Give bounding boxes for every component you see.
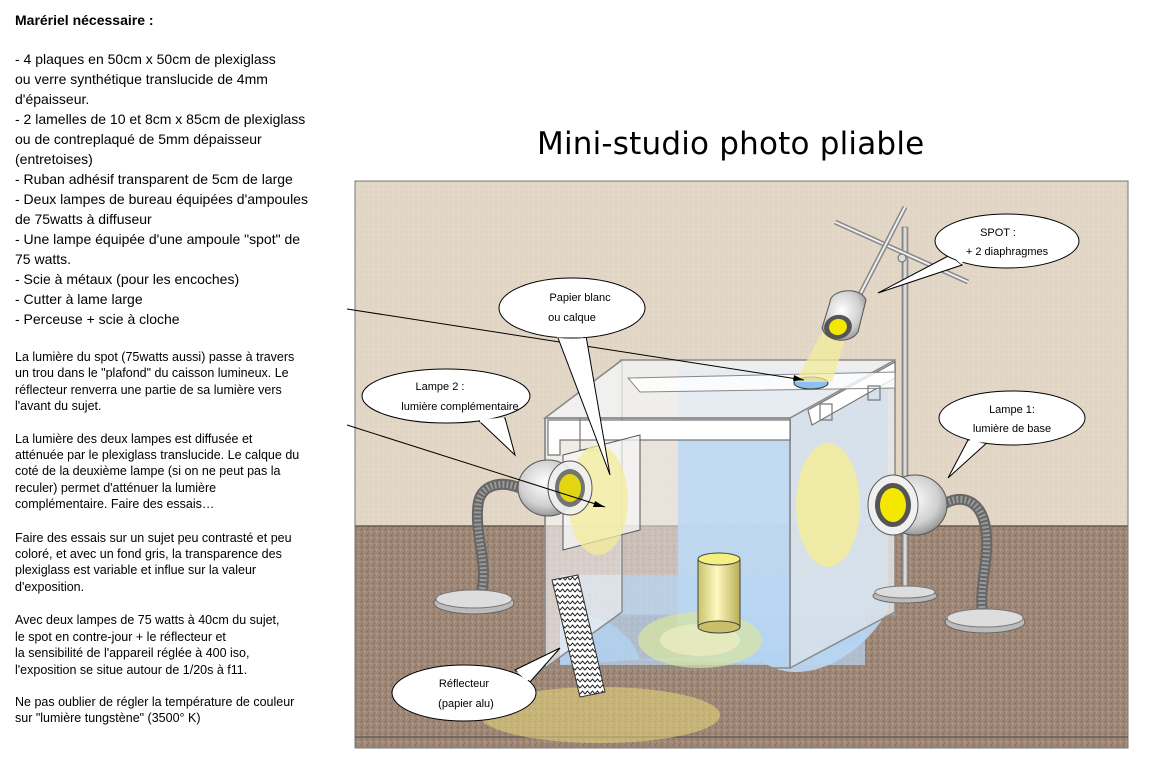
paragraph-line: Faire des essais sur un sujet peu contrasté et peu <box>15 530 292 545</box>
paragraph-line: atténuée par le plexiglass translucide. Le calque du <box>15 448 300 463</box>
callout-paper-line: Papier blanc <box>549 292 611 304</box>
callout-lamp1-line: Lampe 1: <box>989 404 1035 416</box>
lamp1-light-beam <box>796 443 860 567</box>
paragraph-line: La lumière du spot (75watts aussi) passe à travers <box>15 350 295 364</box>
callout-spot-line: SPOT : <box>980 227 1016 239</box>
paragraph-line: l'exposition se situe autour de 1/20s à f11. <box>15 662 248 677</box>
materials-line: (entretoises) <box>15 151 93 167</box>
callout-lamp2-line: lumière complémentaire <box>401 401 519 413</box>
paragraph-line: complémentaire. Faire des essais… <box>15 497 215 512</box>
materials-line: ou de contreplaqué de 5mm dépaisseur <box>15 131 262 147</box>
paragraph-line: la sensibilité de l'appareil réglée à 400 iso, <box>15 646 250 661</box>
materials-line: de 75watts à diffuseur <box>15 211 152 227</box>
paragraph-line: un trou dans le "plafond" du caisson lumineux. Le <box>15 366 289 381</box>
paragraph-line: d'exposition. <box>15 579 85 594</box>
materials-line: - Deux lampes de bureau équipées d'ampoules <box>15 191 308 207</box>
materials-line: - 4 plaques en 50cm x 50cm de plexiglass <box>15 51 276 67</box>
callout-reflector-line: Réflecteur <box>438 678 490 690</box>
paragraph-line: coté de la deuxième lampe (si on ne peut pas la <box>15 464 281 479</box>
paragraph-line: sur "lumière tungstène" (3500° K) <box>15 711 201 726</box>
materials-line: - Ruban adhésif transparent de 5cm de large <box>15 171 293 187</box>
materials-heading: Marériel nécessaire : <box>15 12 154 28</box>
callout-lamp2-line: Lampe 2 : <box>415 381 465 393</box>
materials-line: - Cutter à lame large <box>15 291 143 307</box>
callout-spot-line: + 2 diaphragmes <box>965 246 1049 258</box>
materials-line: - Scie à métaux (pour les encoches) <box>15 271 240 287</box>
materials-line: d'épaisseur. <box>15 91 90 107</box>
paragraph-line: plexiglass est variable et influe sur la valeur <box>15 563 257 578</box>
materials-line: - Perceuse + scie à cloche <box>15 311 180 327</box>
materials-line: - 2 lamelles de 10 et 8cm x 85cm de plexiglass <box>15 111 306 127</box>
subject-cylinder <box>698 553 740 633</box>
callout-paper-line: ou calque <box>548 312 596 324</box>
paragraph-line: réflecteur renverra une partie de sa lumière vers <box>15 382 282 397</box>
paragraph-line: l'avant du sujet. <box>15 399 102 414</box>
callout-reflector-line: (papier alu) <box>438 698 494 710</box>
paragraph-line: Ne pas oublier de régler la température de couleur <box>15 694 295 709</box>
materials-line: - Une lampe équipée d'une ampoule "spot" de <box>15 231 301 247</box>
paragraph-line: coloré, et avec un fond gris, la transparence des <box>15 547 282 562</box>
diagram-title: Mini-studio photo pliable <box>537 126 925 162</box>
paragraph-line: Avec deux lampes de 75 watts à 40cm du sujet, <box>15 613 280 628</box>
paragraph-line: le spot en contre-jour + le réflecteur et <box>15 629 226 644</box>
materials-line: 75 watts. <box>15 251 72 267</box>
paragraph-line: reculer) permet d'atténuer la lumière <box>15 480 217 495</box>
materials-line: ou verre synthétique translucide de 4mm <box>15 71 268 87</box>
lamp1-bulb <box>880 488 906 522</box>
paragraph-line: La lumière des deux lampes est diffusée et <box>15 431 253 446</box>
callout-lamp1-line: lumière de base <box>972 423 1052 435</box>
